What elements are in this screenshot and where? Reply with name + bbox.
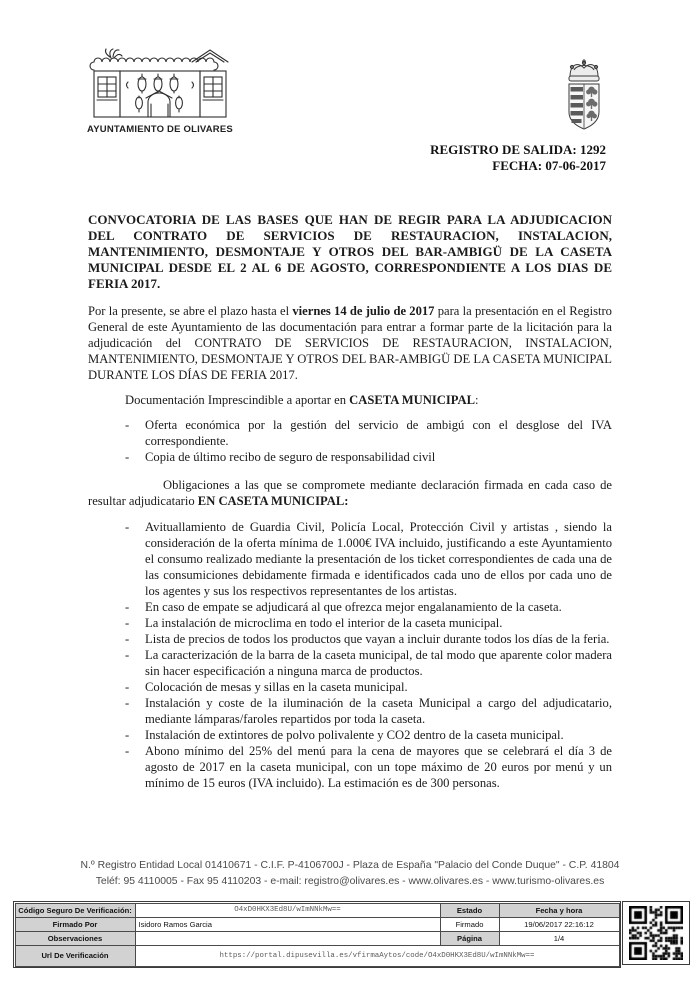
signature-table	[13, 901, 621, 968]
document-body	[88, 212, 612, 800]
dash-bullet: -	[125, 450, 130, 464]
dash-bullet: -	[125, 680, 130, 694]
obligations-paragraph: Obligaciones a las que se compromete mediante declaración firmada en cada caso de resultar adjudicatario EN CASETA MUNICIPAL:	[88, 478, 612, 508]
sig-fechahora-header: Fecha y hora	[499, 903, 620, 918]
list-item: - La instalación de microclima en todo el interior de la caseta municipal.	[125, 616, 503, 630]
registro-fecha: FECHA: 07-06-2017	[492, 158, 606, 173]
sig-observaciones-label: Observaciones	[15, 931, 136, 946]
sig-pagina-label: Página	[440, 931, 500, 946]
sig-csv-value: O4xD0HKX3Ed8U/wImNNkMw==	[135, 903, 441, 918]
sig-estado-value: Firmado	[440, 917, 500, 932]
list-item: - Lista de precios de todos los productos que vayan a incluir durante todos los días de la feria.	[125, 632, 610, 646]
sig-fechahora-value: 19/06/2017 22:16:12	[499, 917, 620, 932]
sig-csv-label: Código Seguro De Verificación:	[15, 903, 136, 918]
list-item: - Colocación de mesas y sillas en la caseta municipal.	[125, 680, 408, 694]
dash-bullet: -	[125, 648, 130, 662]
list-item: - Instalación y coste de la iluminación de la caseta Municipal a cargo del adjudicatario, mediante lámparas/faroles repartidos por toda la caseta.	[125, 696, 612, 726]
sig-url-value: https://portal.dipusevilla.es/vfirmaAytos/code/O4xD0HKX3Ed8U/wImNNkMw==	[135, 945, 620, 967]
list-item: - En caso de empate se adjudicará al que ofrezca mejor engalanamiento de la caseta.	[125, 600, 562, 614]
list-item: - Oferta económica por la gestión del servicio de ambigú con el desglose del IVA correspondiente.	[125, 418, 612, 448]
sig-url-label: Url De Verificación	[15, 945, 136, 967]
sig-firmadopor-value: Isidoro Ramos Garcia	[135, 917, 441, 932]
dash-bullet: -	[125, 418, 130, 432]
qr-code	[622, 901, 690, 965]
dash-bullet: -	[125, 600, 130, 614]
building-line-art-icon	[84, 46, 236, 122]
sig-pagina-value: 1/4	[499, 931, 620, 946]
dash-bullet: -	[125, 616, 130, 630]
olivares-coat-of-arms-icon	[561, 55, 607, 135]
list-item: - Abono mínimo del 25% del menú para la cena de mayores que se celebrará el día 3 de agosto de 2017 en la caseta municipal, con un tope máximo de 20 euros por menú y un mínimo de 15 euros (IVA incluido). La estimación es de 300 personas.	[125, 744, 612, 790]
dash-bullet: -	[125, 728, 130, 742]
sig-firmadopor-label: Firmado Por	[15, 917, 136, 932]
obligations-list	[88, 519, 612, 791]
dash-bullet: -	[125, 632, 130, 646]
footer-line2: Teléf: 95 4110005 - Fax 95 4110203 - e-mail: registro@olivares.es - www.olivares.es - www.turismo-olivares.es	[95, 876, 605, 887]
dash-bullet: -	[125, 696, 130, 710]
registry-stamp	[430, 142, 606, 174]
logo-caption: AYUNTAMIENTO DE OLIVARES	[87, 124, 233, 135]
sig-observaciones-value	[135, 931, 441, 946]
dash-bullet: -	[125, 744, 130, 758]
page-footer	[0, 858, 700, 890]
list-item: - Avituallamiento de Guardia Civil, Policía Local, Protección Civil y artistas , siendo la consideración de la oferta mínima de 1.000€ IVA incluido, justificando a este Ayuntamiento el consumo realizado mediante la presentación de los ticket correspondientes de cada una de las consumiciones debidamente firmada e identificados cada uno de ellos por cada uno de los agentes y sus los respectivos representantes de los artistas.	[125, 520, 612, 598]
document-title: CONVOCATORIA DE LAS BASES QUE HAN DE REGIR PARA LA ADJUDICACION DEL CONTRATO DE SERVICIOS DE RESTAURACION, INSTALACION, MANTENIMIENTO, DESMONTAJE Y OTROS DEL BAR-AMBIGÜ DE LA CASETA MUNICIPAL DESDE EL 2 AL 6 DE AGOSTO, CORRESPONDIENTE A LOS DIAS DE FERIA 2017.	[88, 212, 612, 291]
registro-salida: REGISTRO DE SALIDA: 1292	[430, 142, 606, 157]
list-item: - Copia de último recibo de seguro de responsabilidad civil	[125, 450, 436, 464]
doc-heading: Documentación Imprescindible a aportar en CASETA MUNICIPAL:	[125, 393, 479, 407]
list-item: - La caracterización de la barra de la caseta municipal, de tal modo que aparente color madera sin hacer especificación a ninguna marca de productos.	[125, 648, 612, 678]
ayuntamiento-logo	[84, 46, 236, 135]
doc-required-list	[88, 417, 612, 465]
intro-paragraph: Por la presente, se abre el plazo hasta el viernes 14 de julio de 2017 para la presentación en el Registro General de este Ayuntamiento de las documentación para entrar a formar parte de la licitación para la adjudicación del CONTRATO DE SERVICIOS DE RESTAURACION, INSTALACION, MANTENIMIENTO, DESMONTAJE Y OTROS DEL BAR-AMBIGÜ DE LA CASETA MUNICIPAL DURANTE LOS DÍAS DE FERIA 2017.	[88, 304, 612, 382]
qr-code-canvas	[629, 906, 683, 960]
list-item: - Instalación de extintores de polvo polivalente y CO2 dentro de la caseta municipal.	[125, 728, 564, 742]
footer-line1: N.º Registro Entidad Local 01410671 - C.I.F. P-4106700J - Plaza de España "Palacio del Conde Duque" - C.P. 41804	[80, 860, 620, 871]
sig-estado-header: Estado	[440, 903, 500, 918]
dash-bullet: -	[125, 520, 130, 534]
